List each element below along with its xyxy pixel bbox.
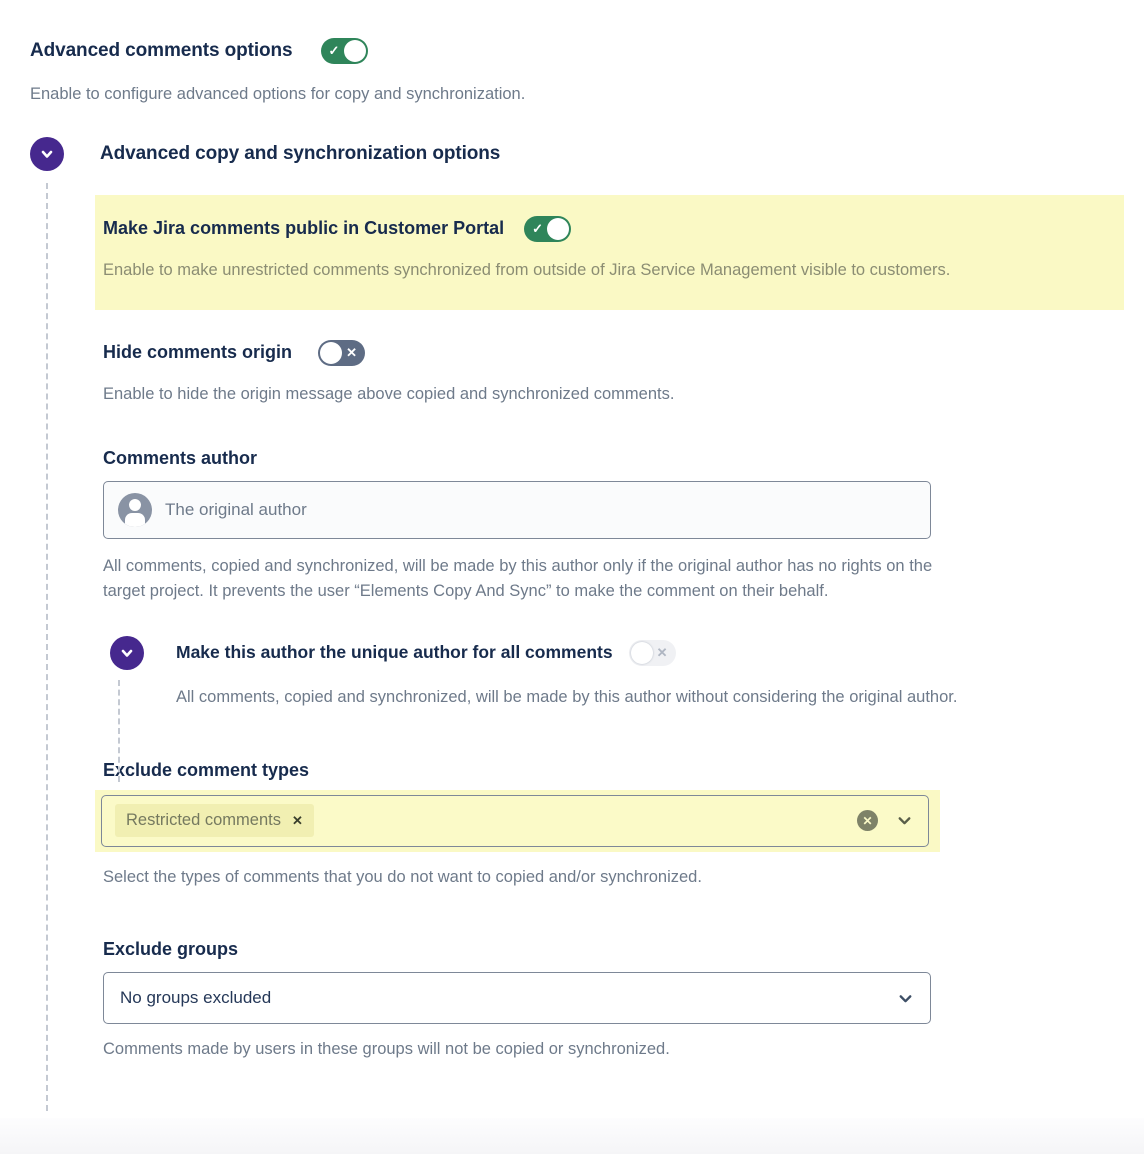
unique-author-label: Make this author the unique author for all comments (176, 642, 613, 663)
hide-origin-toggle[interactable] (318, 340, 365, 366)
section-indent-guide (46, 183, 48, 1111)
section-title: Advanced copy and synchronization options (100, 142, 501, 164)
exclude-types-highlight (95, 790, 940, 852)
avatar-icon (118, 493, 152, 527)
comments-author-value: The original author (165, 500, 307, 520)
hide-origin-setting (103, 340, 1144, 407)
exclude-groups-select[interactable] (103, 972, 931, 1024)
exclude-groups-value: No groups excluded (120, 988, 272, 1008)
unique-author-label-wrap (176, 640, 676, 666)
check-icon: ✓ (328, 43, 340, 59)
chevron-down-icon (39, 146, 55, 162)
page-title: Advanced comments options (30, 40, 293, 61)
advanced-comments-toggle[interactable] (321, 38, 368, 64)
cross-icon: ✕ (656, 645, 668, 661)
toggle-knob (631, 642, 653, 664)
section-header (30, 137, 1144, 171)
unique-author-toggle[interactable] (629, 640, 676, 666)
chevron-down-icon (896, 812, 913, 829)
footer-bar (0, 1118, 1144, 1154)
exclude-types-dropdown-button[interactable] (896, 812, 913, 829)
hide-origin-label: Hide comments origin (103, 342, 293, 363)
public-portal-label: Make Jira comments public in Customer Portal (103, 218, 505, 239)
nested-indent-guide (118, 680, 120, 782)
clear-all-icon[interactable]: ✕ (857, 810, 878, 831)
check-icon: ✓ (532, 220, 544, 236)
page-header (30, 38, 1144, 64)
unique-author-row (110, 636, 1144, 670)
exclude-types-label: Exclude comment types (103, 759, 310, 780)
page-description: Enable to configure advanced options for copy and synchronization. (30, 85, 526, 103)
public-portal-toggle[interactable] (524, 216, 571, 242)
chevron-down-icon (897, 990, 914, 1007)
cross-icon: ✕ (346, 344, 358, 360)
exclude-types-select[interactable] (101, 795, 929, 847)
toggle-knob (547, 218, 569, 240)
selected-tag (115, 804, 314, 837)
hide-origin-row (103, 340, 1144, 366)
chevron-down-icon (119, 645, 135, 661)
comments-author-description: All comments, copied and synchronized, will be made by this author only if the original author has no rights on the target project. It prevents the user “Elements Copy And Sync” to make the comment on their behalf. (103, 557, 933, 601)
comments-author-field[interactable] (103, 481, 931, 539)
unique-author-setting (110, 636, 1144, 710)
toggle-knob (320, 342, 342, 364)
collapse-section-button[interactable] (30, 137, 64, 171)
toggle-knob (344, 40, 366, 62)
collapse-unique-author-button[interactable] (110, 636, 144, 670)
remove-tag-icon[interactable]: ✕ (291, 812, 303, 828)
exclude-groups-dropdown-button[interactable] (897, 990, 914, 1007)
exclude-groups-label: Exclude groups (103, 939, 239, 960)
public-portal-description: Enable to make unrestricted comments synchronized from outside of Jira Service Management visible to customers. (103, 260, 951, 279)
public-portal-setting-highlighted (95, 195, 1124, 310)
public-portal-row (103, 216, 1100, 242)
exclude-groups-description: Comments made by users in these groups will not be copied or synchronized. (103, 1040, 670, 1059)
comments-author-label: Comments author (103, 448, 258, 469)
exclude-types-description: Select the types of comments that you do not want to copied and/or synchronized. (103, 867, 702, 886)
hide-origin-description: Enable to hide the origin message above copied and synchronized comments. (103, 384, 675, 403)
unique-author-description: All comments, copied and synchronized, will be made by this author without considering the original author. (176, 687, 958, 706)
selected-tag-label: Restricted comments (126, 811, 281, 830)
